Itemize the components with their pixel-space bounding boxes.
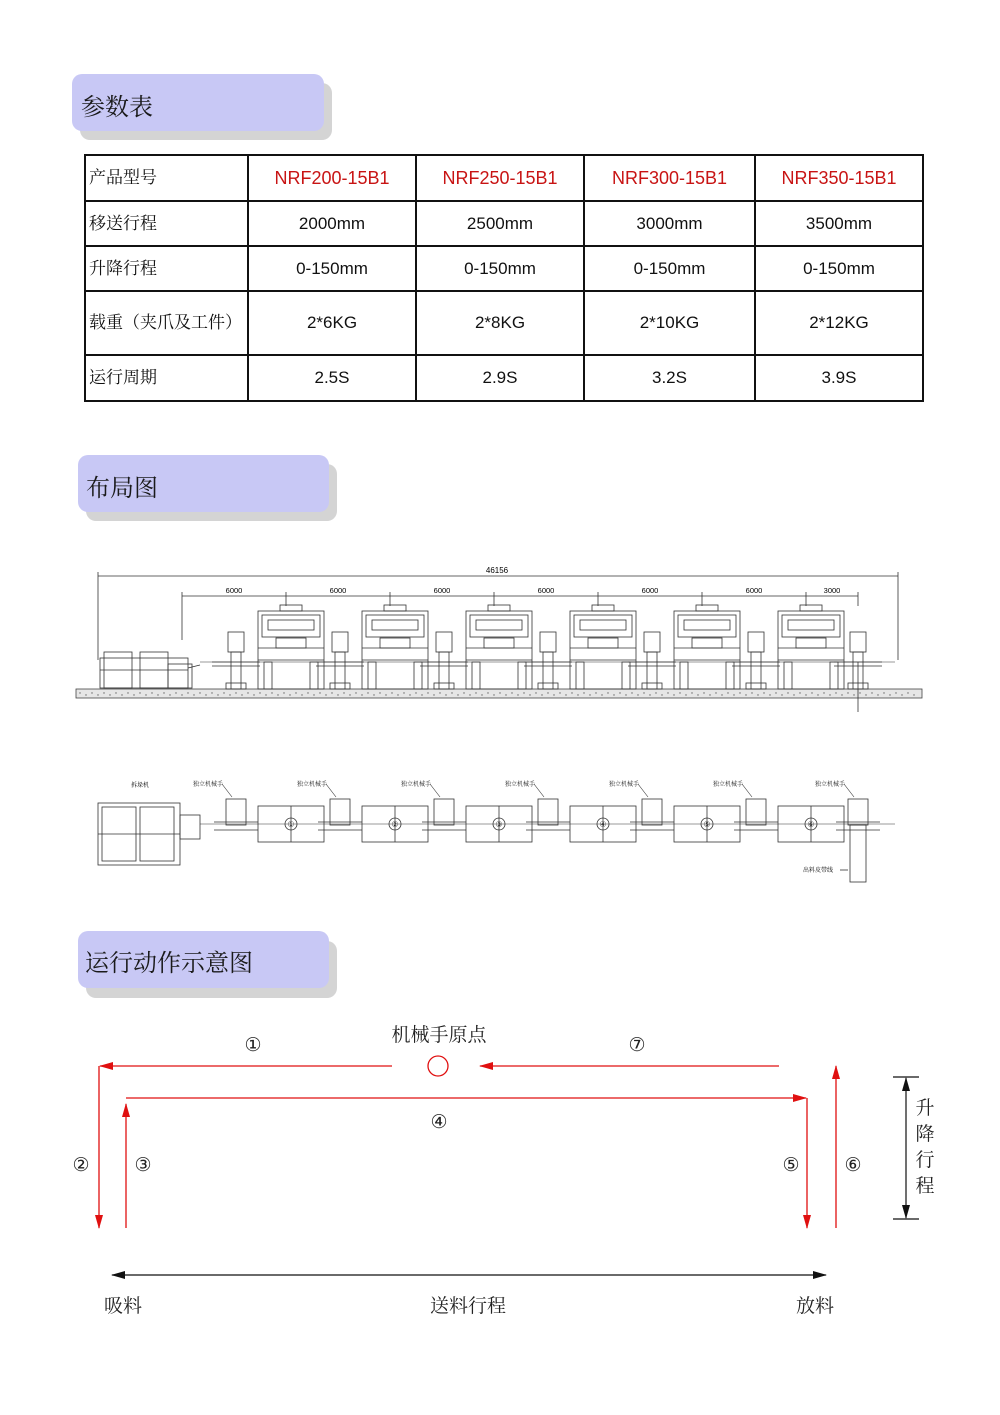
station-number: ④ (599, 820, 607, 829)
table-cell: 3000mm (584, 201, 755, 246)
table-cell: 3.2S (584, 355, 755, 401)
table-cell: 0-150mm (416, 246, 584, 291)
table-row-label: 升降行程 (85, 246, 248, 291)
table-cell: 2*8KG (416, 291, 584, 355)
lift-label-char: 降 (915, 1123, 935, 1145)
table-header-cell: NRF300-15B1 (584, 155, 755, 201)
robot-label: 独立机械手 (712, 781, 744, 788)
table-cell: 3500mm (755, 201, 923, 246)
table-cell: 3.9S (755, 355, 923, 401)
table-header-cell: 产品型号 (85, 155, 248, 201)
params-section-title: 参数表 (81, 93, 153, 121)
segment-dimension-label: 6000 (225, 586, 243, 595)
outlet-belt-label: 出料皮带线 (802, 867, 834, 874)
station-number: ① (287, 820, 295, 829)
table-cell: 2000mm (248, 201, 416, 246)
table-row-label: 移送行程 (85, 201, 248, 246)
step-label-5: ⑤ (782, 1154, 800, 1176)
segment-dimension-label: 6000 (745, 586, 763, 595)
table-cell: 0-150mm (755, 246, 923, 291)
robot-origin-label: 机械手原点 (391, 1024, 487, 1046)
segment-dimension-label: 6000 (641, 586, 659, 595)
robot-label: 独立机械手 (192, 781, 224, 788)
table-header-cell: NRF350-15B1 (755, 155, 923, 201)
robot-label: 独立机械手 (608, 781, 640, 788)
pick-label: 吸料 (103, 1295, 143, 1317)
robot-label: 独立机械手 (400, 781, 432, 788)
table-header-cell: NRF250-15B1 (416, 155, 584, 201)
table-row-label: 载重（夹爪及工件） (85, 291, 248, 355)
table-header-cell: NRF200-15B1 (248, 155, 416, 201)
table-cell: 2*6KG (248, 291, 416, 355)
lift-label-char: 行 (915, 1149, 935, 1171)
table-cell: 2*10KG (584, 291, 755, 355)
destacker-label: 拆垛机 (130, 782, 150, 789)
table-cell: 2.9S (416, 355, 584, 401)
robot-origin-circle (428, 1056, 448, 1076)
motion-section-title: 运行动作示意图 (85, 949, 253, 977)
table-cell: 0-150mm (584, 246, 755, 291)
station-number: ③ (495, 820, 503, 829)
segment-dimension-label: 6000 (433, 586, 451, 595)
step-label-3: ③ (134, 1154, 152, 1176)
step-label-1: ① (244, 1034, 262, 1056)
station-number: ② (391, 820, 399, 829)
step-label-7: ⑦ (628, 1034, 646, 1056)
table-row-label: 运行周期 (85, 355, 248, 401)
lift-label-char: 升 (915, 1097, 935, 1119)
feed-travel-label: 送料行程 (429, 1295, 507, 1317)
station-number: ⑤ (703, 820, 711, 829)
place-label: 放料 (795, 1295, 835, 1317)
table-cell: 2*12KG (755, 291, 923, 355)
segment-dimension-label: 3000 (823, 586, 841, 595)
robot-label: 独立机械手 (296, 781, 328, 788)
station-number: ⑥ (807, 820, 815, 829)
step-label-4: ④ (430, 1111, 448, 1133)
robot-label: 独立机械手 (814, 781, 846, 788)
segment-dimension-label: 6000 (329, 586, 347, 595)
total-dimension-label: 46156 (485, 566, 509, 575)
segment-dimension-label: 6000 (537, 586, 555, 595)
lift-label-char: 程 (915, 1175, 935, 1197)
robot-label: 独立机械手 (504, 781, 536, 788)
table-cell: 2.5S (248, 355, 416, 401)
table-cell: 0-150mm (248, 246, 416, 291)
step-label-2: ② (72, 1154, 90, 1176)
layout-section-title: 布局图 (86, 474, 158, 502)
table-cell: 2500mm (416, 201, 584, 246)
step-label-6: ⑥ (844, 1154, 862, 1176)
